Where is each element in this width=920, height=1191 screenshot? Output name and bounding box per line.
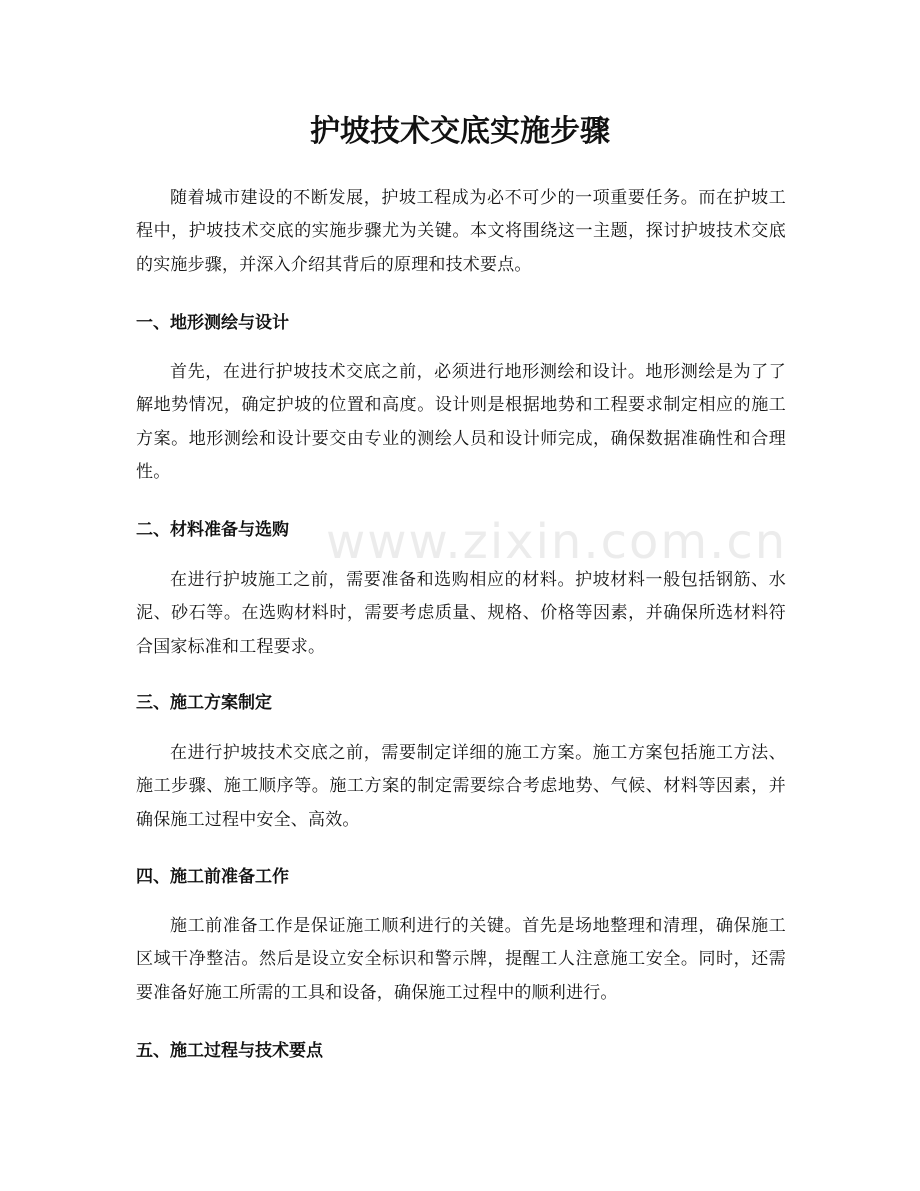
section-body-3: 在进行护坡技术交底之前，需要制定详细的施工方案。施工方案包括施工方法、施工步骤、施工顺序等。施工方案的制定需要综合考虑地势、气候、材料等因素，并确保施工过程中安全、高效。 xyxy=(136,743,786,830)
section-body-1: 首先，在进行护坡技术交底之前，必须进行地形测绘和设计。地形测绘是为了了解地势情况，确定护坡的位置和高度。设计则是根据地势和工程要求制定相应的施工方案。地形测绘和设计要交由专业的测绘人员和设计师完成，确保数据准确性和合理性。 xyxy=(136,362,786,482)
section-heading-2: 二、材料准备与选购 xyxy=(136,520,289,540)
watermark: www.zixin.com.cn xyxy=(326,514,788,570)
document-title: 护坡技术交底实施步骤 xyxy=(310,114,610,149)
section-heading-3: 三、施工方案制定 xyxy=(136,693,272,713)
section-heading-4: 四、施工前准备工作 xyxy=(136,867,289,887)
intro-paragraph: 随着城市建设的不断发展，护坡工程成为必不可少的一项重要任务。而在护坡工程中，护坡技术交底的实施步骤尤为关键。本文将围绕这一主题，探讨护坡技术交底的实施步骤，并深入介绍其背后的原理和技术要点。 xyxy=(136,188,786,275)
section-heading-5: 五、施工过程与技术要点 xyxy=(136,1041,323,1061)
section-body-4: 施工前准备工作是保证施工顺利进行的关键。首先是场地整理和清理，确保施工区域干净整洁。然后是设立安全标识和警示牌，提醒工人注意施工安全。同时，还需要准备好施工所需的工具和设备，确保施工过程中的顺利进行。 xyxy=(136,916,786,1003)
section-body-2: 在进行护坡施工之前，需要准备和选购相应的材料。护坡材料一般包括钢筋、水泥、砂石等。在选购材料时，需要考虑质量、规格、价格等因素，并确保所选材料符合国家标准和工程要求。 xyxy=(136,570,786,657)
section-heading-1: 一、地形测绘与设计 xyxy=(136,313,289,333)
